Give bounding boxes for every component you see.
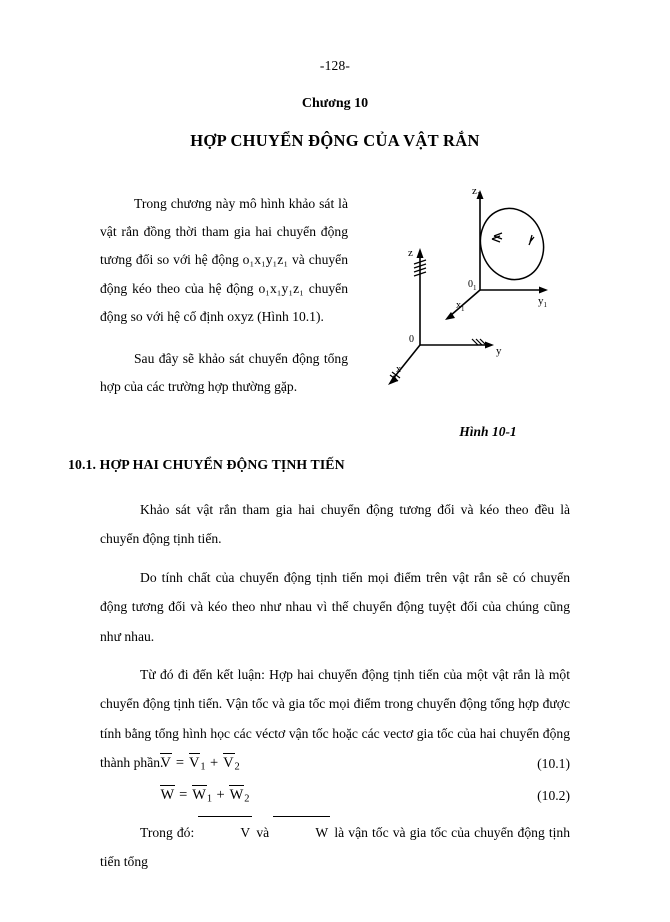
label-x: x [396,364,401,375]
figure-svg [388,182,588,394]
equation-operator: + [210,755,219,772]
section-heading: 10.1. HỢP HAI CHUYỂN ĐỘNG TỊNH TIẾN [68,457,345,472]
equation-rhs-1: W [192,787,207,804]
axis-z-arrowhead [417,248,424,258]
equation-equals: = [179,787,188,804]
figure-coordinate-systems [388,182,588,394]
closing-symbol-acceleration: W [273,818,330,847]
equation-number: (10.2) [537,788,570,803]
axis-y-hatching [472,339,486,345]
label-o: 0 [409,334,414,345]
equation-rhs-2: W [229,787,244,804]
intro-column [100,190,348,401]
section-paragraph-3: Từ đó đi đến kết luận: Hợp hai chuyển động tịnh tiến của một vật rắn là một chuyển động tịnh tiến. Vận tốc và gia tốc mọi điểm trong chuyển động tổng hợp được tính bằng tổng hình học các véctơ vận tốc hoặc các vectơ gia tốc của hai chuyển động thành phần. [100,667,570,771]
closing-symbol-velocity: V [198,818,252,847]
intro-paragraph-1: Trong chương này mô hình khảo sát là vật rắn đồng thời tham gia hai chuyển động tương đối so với hệ động o₁x₁y₁z₁ và chuyển động kéo theo của hệ động o₁x₁y₁z₁ chuyển động so với hệ cố định oxyz (Hình 10.1). [100,196,348,324]
chapter-label: Chương 10 [301,96,369,111]
label-o1: $0_1$ [468,279,477,292]
label-z1: $z_1$ [472,185,481,199]
closing-suffix: là vận tốc và gia tốc của chuyển động tịnh tiến tổng [100,825,571,870]
equation-rhs-1-sub: 1 [200,761,207,773]
equation-rhs-2: V [223,755,235,772]
label-x1: $x_1$ [456,300,465,313]
page-title: HỢP CHUYỂN ĐỘNG CỦA VẬT RẮN [190,131,480,150]
equation-rhs-2-sub: 2 [234,761,241,773]
intro-paragraph-2: Sau đây sẽ khảo sát chuyển động tổng hợp của các trường hợp thường gặp. [100,351,348,395]
section-paragraph-1: Khảo sát vật rắn tham gia hai chuyển động tương đối và kéo theo đều là chuyển động tịnh tiến. [100,502,570,547]
equation-list [100,748,570,812]
equation-rhs-1: V [189,755,200,772]
equation-row [100,780,570,812]
label-y: y [496,345,502,357]
rigid-body-ellipse [471,200,552,288]
axis-y-arrowhead [485,342,494,349]
equation-expression [160,787,250,805]
equation-expression [160,755,240,773]
equation-rhs-1-sub: 1 [206,793,213,805]
section-body [100,495,570,788]
label-y1: $y_1$ [538,295,547,309]
equation-row [100,748,570,780]
figure-caption: Hình 10-1 [459,424,517,439]
label-z: z [408,247,413,259]
axis-x1-line [450,290,480,316]
equation-lhs: W [160,787,175,804]
body-interior-marks [492,233,534,245]
closing-paragraph [100,818,570,877]
equation-equals: = [175,755,185,772]
equation-number: (10.1) [537,756,570,771]
closing-prefix: Trong đó: [140,825,195,840]
closing-middle: và [256,825,270,840]
equation-rhs-2-sub: 2 [244,793,250,805]
axis-y1-arrowhead [539,287,548,294]
page-number: -128- [319,58,351,73]
equation-operator: + [216,787,226,804]
equation-lhs: V [160,755,172,772]
section-paragraph-2: Do tính chất của chuyển động tịnh tiến mọi điểm trên vật rắn sẽ có chuyển động tương đối và kéo theo như nhau vì thế chuyển động tuyệt đối của chúng cũng như nhau. [100,569,570,644]
